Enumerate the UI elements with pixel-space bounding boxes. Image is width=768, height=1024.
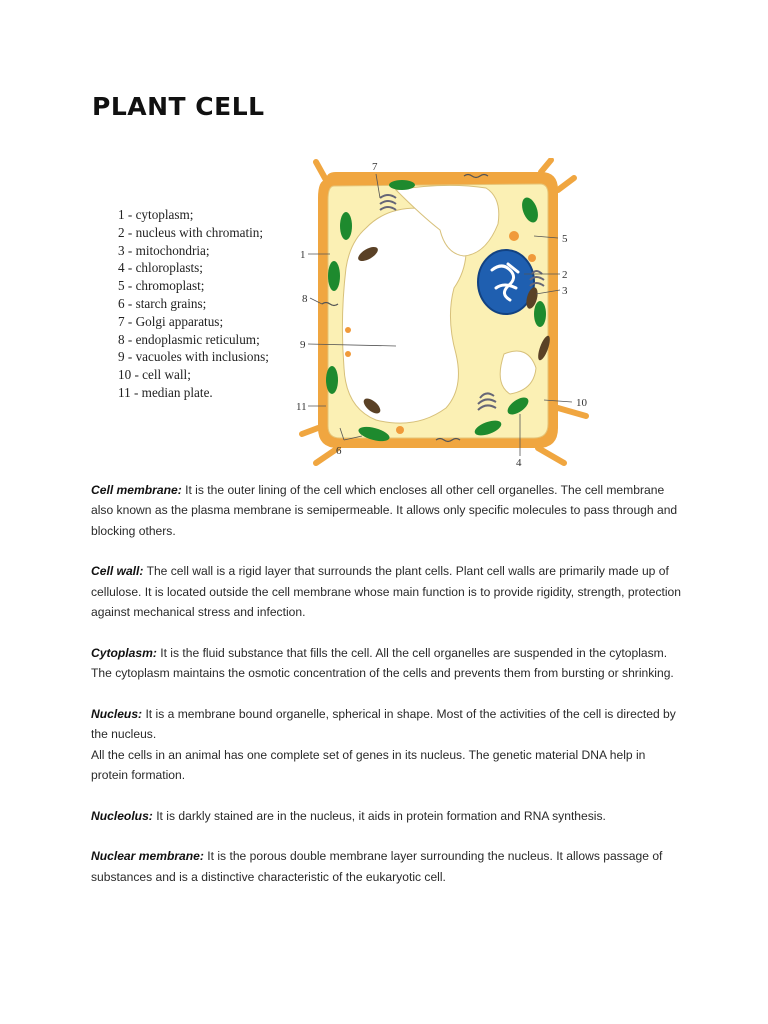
starch-grain xyxy=(345,351,351,357)
chloroplast xyxy=(534,301,546,327)
definition: All the cells in an animal has one complete set of genes in its nucleus. The genetic material DNA help in protein formation. xyxy=(91,747,646,783)
legend-item: 1 - cytoplasm; xyxy=(118,207,194,222)
diagram-label: 1 xyxy=(300,249,306,261)
diagram-label: 7 xyxy=(372,161,378,173)
description-text xyxy=(91,480,683,907)
definition: The cell wall is a rigid layer that surrounds the plant cells. Plant cell walls are primarily made up of cellulose. It is located outside the cell membrane whose main function is to provide rigidity, strength, protection against mechanical stress and infection. xyxy=(91,564,681,620)
diagram-legend xyxy=(118,206,269,402)
paragraph-nucleus xyxy=(91,704,683,786)
diagram-label: 3 xyxy=(562,285,568,297)
definition: It is a membrane bound organelle, spherical in shape. Most of the activities of the cell is directed by the nucleus. xyxy=(91,706,676,742)
chromoplast xyxy=(528,254,536,262)
legend-item: 5 - chromoplast; xyxy=(118,278,205,294)
definition: It is the outer lining of the cell which encloses all other cell organelles. The cell membrane also known as the plasma membrane is semipermeable. It allows only specific molecules to pass through and blocking others. xyxy=(91,483,678,538)
chromoplast xyxy=(509,231,519,241)
page-title: PLANT CELL xyxy=(92,92,265,121)
term: Cell wall: xyxy=(91,564,144,579)
chloroplast xyxy=(328,261,340,291)
legend-item: 11 - median plate. xyxy=(118,384,213,400)
definition: It is the fluid substance that fills the cell. All the cell organelles are suspended in the cytoplasm. The cytoplasm maintains the osmotic concentration of the cells and prevents them from bursting or shrinking. xyxy=(91,645,674,681)
diagram-label: 6 xyxy=(336,445,342,457)
nucleus xyxy=(478,250,534,314)
chloroplast xyxy=(389,180,415,190)
definition: It is the porous double membrane layer surrounding the nucleus. It allows passage of substances and is a distinctive characteristic of the eukaryotic cell. xyxy=(91,849,663,884)
term: Nucleolus: xyxy=(91,808,153,823)
definition: It is darkly stained are in the nucleus, it aids in protein formation and RNA synthesis. xyxy=(152,808,606,823)
diagram-label: 4 xyxy=(516,457,522,469)
diagram-label: 11 xyxy=(296,401,307,413)
starch-grain xyxy=(396,426,404,434)
legend-item: 4 - chloroplasts; xyxy=(118,260,203,276)
diagram-label: 9 xyxy=(300,339,306,351)
legend-item: 3 - mitochondria; xyxy=(118,242,210,258)
legend-item: 2 - nucleus with chromatin; xyxy=(118,224,264,240)
chloroplast xyxy=(326,366,338,394)
legend-item: 10 - cell wall; xyxy=(118,367,191,383)
plant-cell-diagram xyxy=(296,158,596,470)
term: Nuclear membrane: xyxy=(91,849,204,864)
paragraph-nuclear-membrane xyxy=(91,846,683,887)
term: Nucleus: xyxy=(91,706,143,721)
legend-item: 8 - endoplasmic reticulum; xyxy=(118,331,260,347)
term: Cytoplasm: xyxy=(91,645,157,660)
plant-cell-figure xyxy=(118,158,618,470)
paragraph-cytoplasm xyxy=(91,643,683,684)
term: Cell membrane: xyxy=(91,483,182,497)
legend-item: 6 - starch grains; xyxy=(118,295,207,311)
chloroplast xyxy=(340,212,352,240)
starch-grain xyxy=(345,327,351,333)
diagram-label: 2 xyxy=(562,269,568,281)
diagram-label: 5 xyxy=(562,233,568,245)
legend-item: 7 - Golgi apparatus; xyxy=(118,313,224,329)
diagram-label: 8 xyxy=(302,293,308,305)
paragraph-cell-wall xyxy=(91,561,683,622)
paragraph-nucleolus xyxy=(91,806,683,826)
diagram-label: 10 xyxy=(576,397,587,409)
legend-item: 9 - vacuoles with inclusions; xyxy=(118,349,269,365)
paragraph-cell-membrane xyxy=(91,480,683,541)
